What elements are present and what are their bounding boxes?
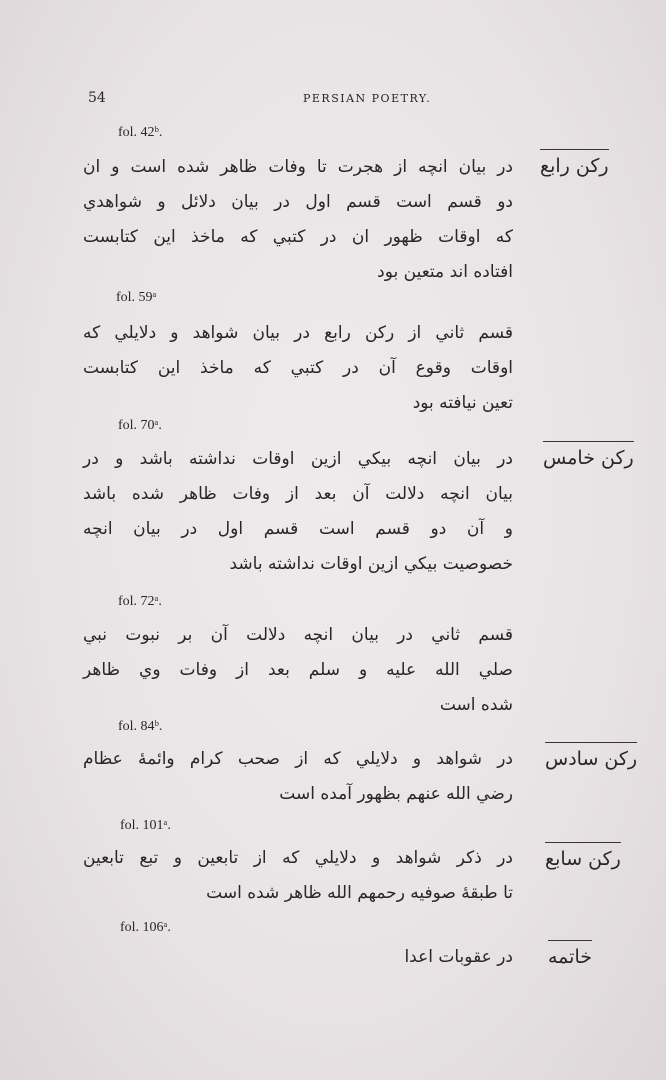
section-text <box>83 150 513 290</box>
section-heading: رکن خامس <box>543 447 634 469</box>
folio-reference: fol. 59ᵃ <box>116 290 157 305</box>
heading-overline <box>545 842 621 843</box>
section-text <box>83 940 513 975</box>
section-heading: رکن سابع <box>545 848 621 870</box>
text-line: شده است <box>439 695 513 715</box>
text-line: در بیان انچه بیکي ازین اوقات نداشته باشد و در <box>83 449 513 469</box>
text-line: قسم ثاني از رکن رابع در بیان شواهد و دلایلي که <box>83 323 513 343</box>
folio-reference: fol. 72ᵃ. <box>118 594 162 609</box>
text-line: قسم ثاني در بیان انچه دلالت آن بر نبوت نبي <box>83 625 513 645</box>
text-line: و آن دو قسم است قسم اول در بیان انچه <box>83 519 513 539</box>
text-line: تا طبقهٔ صوفیه رحمهم الله ظاهر شده است <box>206 883 513 903</box>
text-line: که اوقات ظهور ان در کتبي که ماخذ این کتابست <box>83 227 513 247</box>
heading-overline <box>540 149 609 150</box>
folio-reference: fol. 70ᵃ. <box>118 418 162 433</box>
text-line: رضي الله عنهم بظهور آمده است <box>279 784 513 804</box>
text-line: در ذکر شواهد و دلایلي که از تابعین و تبع تابعین <box>83 848 513 868</box>
folio-reference: fol. 84ᵇ. <box>118 719 163 734</box>
section-heading: خاتمه <box>548 946 592 968</box>
section-text <box>83 742 513 812</box>
page-number: 54 <box>88 90 106 106</box>
text-line: اوقات وقوع آن در کتبي که ماخذ این کتابست <box>83 358 513 378</box>
folio-reference: fol. 101ᵃ. <box>120 818 171 833</box>
section-text <box>83 442 513 582</box>
text-line: تعین نیافته بود <box>412 393 513 413</box>
text-line: در عقوبات اعدا <box>404 947 513 967</box>
section-heading: رکن رابع <box>540 155 609 177</box>
heading-overline <box>548 940 592 941</box>
text-line: در شواهد و دلایلي که از صحب کرام وائمهٔ عظام <box>83 749 513 769</box>
text-line: بیان انچه دلالت آن بعد از وفات ظاهر شده باشد <box>83 484 513 504</box>
running-title: PERSIAN POETRY. <box>303 92 432 105</box>
section-text <box>83 618 513 723</box>
section-text <box>83 841 513 911</box>
folio-reference: fol. 106ᵃ. <box>120 920 171 935</box>
heading-overline <box>543 441 634 442</box>
heading-overline <box>545 742 637 743</box>
section-heading: رکن سادس <box>545 748 637 770</box>
page-header <box>88 90 526 110</box>
text-line: خصوصیت بیکي ازین اوقات نداشته باشد <box>229 554 513 574</box>
text-line: صلي الله علیه و سلم بعد از وفات وي ظاهر <box>83 660 513 680</box>
section-text <box>83 316 513 421</box>
text-line: در بیان انچه از هجرت تا وفات ظاهر شده است و ان <box>83 157 513 177</box>
folio-reference: fol. 42ᵇ. <box>118 125 163 140</box>
text-line: افتاده اند متعین بود <box>377 262 513 282</box>
text-line: دو قسم است قسم اول در بیان دلائل و شواهدي <box>83 192 513 212</box>
